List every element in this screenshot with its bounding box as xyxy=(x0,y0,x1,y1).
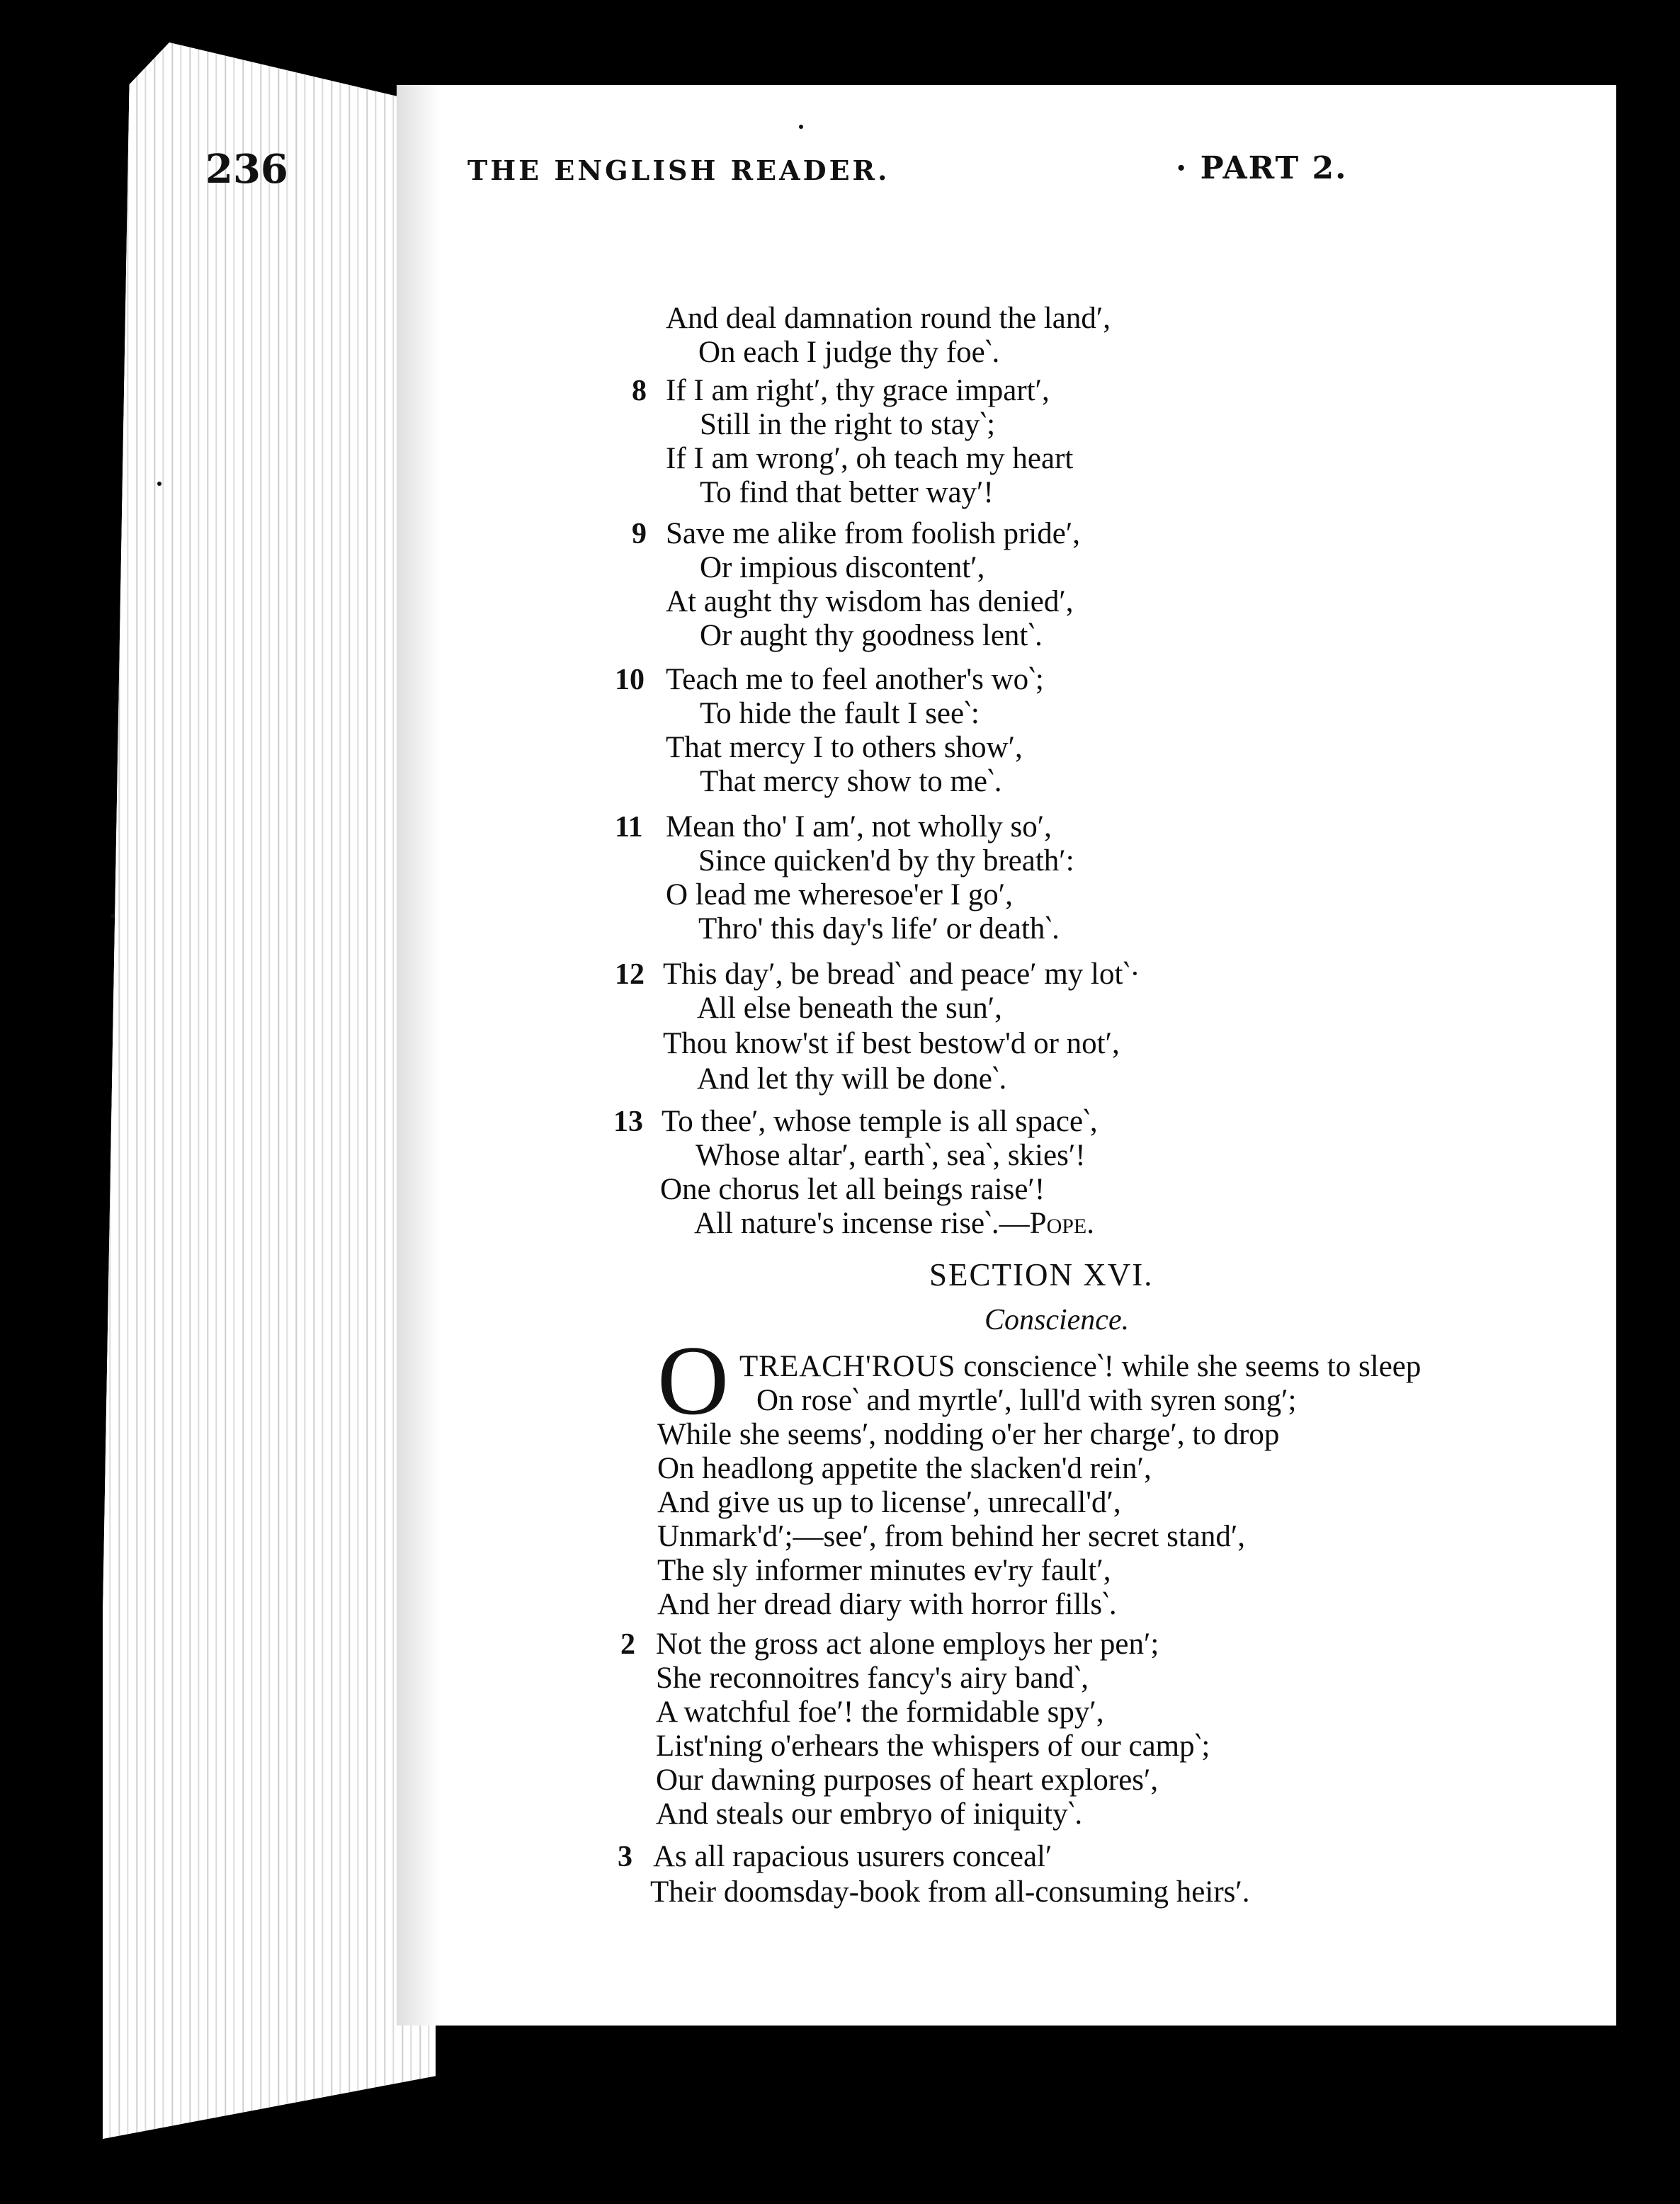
poem-line: If I am wrong′, oh teach my heart xyxy=(666,442,1074,475)
book-title: THE ENGLISH READER. xyxy=(467,154,890,186)
first-line-rest: conscience‵! while she seems to sleep xyxy=(963,1350,1421,1383)
poem-line: That mercy show to me‵. xyxy=(700,765,1002,798)
poem-line: This day′, be bread‵ and peace′ my lot‵· xyxy=(663,958,1140,991)
poem-line: And give us up to license′, unrecall'd′, xyxy=(657,1486,1121,1519)
stanza-number: 13 xyxy=(613,1106,643,1138)
poem-line: To hide the fault I see‵: xyxy=(700,697,980,730)
section-subtitle: Conscience. xyxy=(984,1304,1130,1336)
poem-line: While she seems′, nodding o'er her charge′, to drop xyxy=(657,1418,1280,1451)
poem-line: She reconnoitres fancy's airy band‵, xyxy=(656,1661,1089,1695)
scan-speck xyxy=(157,482,161,486)
scan-speck xyxy=(110,914,115,918)
author-attribution: Pope. xyxy=(1029,1207,1094,1240)
poem-line xyxy=(694,1207,1094,1241)
poem-line: All else beneath the sun′, xyxy=(697,992,1002,1025)
poem-line: To thee′, whose temple is all space‵, xyxy=(662,1105,1098,1138)
poem-line: And her dread diary with horror fills‵. xyxy=(657,1588,1117,1621)
poem-line: On rose‵ and myrtle′, lull'd with syren song′; xyxy=(756,1384,1297,1417)
poem-line: If I am right′, thy grace impart′, xyxy=(666,374,1050,407)
poem-line: As all rapacious usurers conceal′ xyxy=(653,1840,1052,1873)
poem-line: And steals our embryo of iniquity‵. xyxy=(656,1797,1083,1831)
poem-line: On each I judge thy foe‵. xyxy=(698,336,1000,369)
poem-line: To find that better way′! xyxy=(700,476,994,509)
poem-line: Our dawning purposes of heart explores′, xyxy=(656,1763,1159,1797)
poem-line: That mercy I to others show′, xyxy=(666,731,1023,764)
poem-line: Their doomsday-book from all-consuming heirs′. xyxy=(650,1875,1250,1909)
poem-line: One chorus let all beings raise′! xyxy=(660,1173,1045,1206)
stanza-number: 2 xyxy=(620,1628,635,1661)
stanza-number: 11 xyxy=(615,811,643,843)
poem-line-text: All nature's incense rise‵.— xyxy=(694,1207,1030,1240)
poem-line: And let thy will be done‵. xyxy=(697,1062,1007,1096)
stanza-number: 3 xyxy=(618,1841,632,1873)
stanza-number: 8 xyxy=(632,375,647,407)
stanza-number: 9 xyxy=(632,518,647,550)
stanza-number: 10 xyxy=(615,664,645,696)
poem-line: Since quicken'd by thy breath′: xyxy=(698,844,1074,877)
drop-cap: O xyxy=(657,1326,730,1436)
poem-line: And deal damnation round the land′, xyxy=(666,302,1111,335)
poem-line: Thou know'st if best bestow'd or not′, xyxy=(663,1027,1120,1060)
poem-line: Or aught thy goodness lent‵. xyxy=(700,619,1043,652)
poem-line: O lead me wheresoe'er I go′, xyxy=(666,878,1013,911)
poem-line: A watchful foe′! the formidable spy′, xyxy=(656,1695,1104,1729)
poem-line: Still in the right to stay‵; xyxy=(700,408,996,441)
poem-line: List'ning o'erhears the whispers of our camp‵; xyxy=(656,1729,1210,1763)
stanza-number: 12 xyxy=(615,958,645,991)
page-number: 236 xyxy=(205,146,288,193)
first-word-caps: TREACH'ROUS xyxy=(739,1350,956,1383)
poem-line: Teach me to feel another's wo‵; xyxy=(666,663,1044,696)
poem-line: Not the gross act alone employs her pen′; xyxy=(656,1628,1159,1661)
scan-speck xyxy=(799,125,803,129)
poem-line: At aught thy wisdom has denied′, xyxy=(666,585,1074,618)
poem-line: Unmark'd′;—see′, from behind her secret stand′, xyxy=(657,1520,1246,1553)
poem-line: Whose altar′, earth‵, sea‵, skies′! xyxy=(696,1139,1086,1172)
poem-line: Save me alike from foolish pride′, xyxy=(666,517,1080,550)
poem-line xyxy=(739,1350,1421,1384)
poem-line: The sly informer minutes ev'ry fault′, xyxy=(657,1554,1111,1587)
poem-line: Or impious discontent′, xyxy=(700,551,985,584)
poem-line: On headlong appetite the slacken'd rein′, xyxy=(657,1452,1152,1485)
part-label: · PART 2. xyxy=(1176,150,1348,186)
poem-line: Mean tho' I am′, not wholly so′, xyxy=(666,810,1052,843)
section-heading: SECTION XVI. xyxy=(929,1257,1154,1293)
poem-line: Thro' this day's life′ or death‵. xyxy=(698,912,1060,945)
